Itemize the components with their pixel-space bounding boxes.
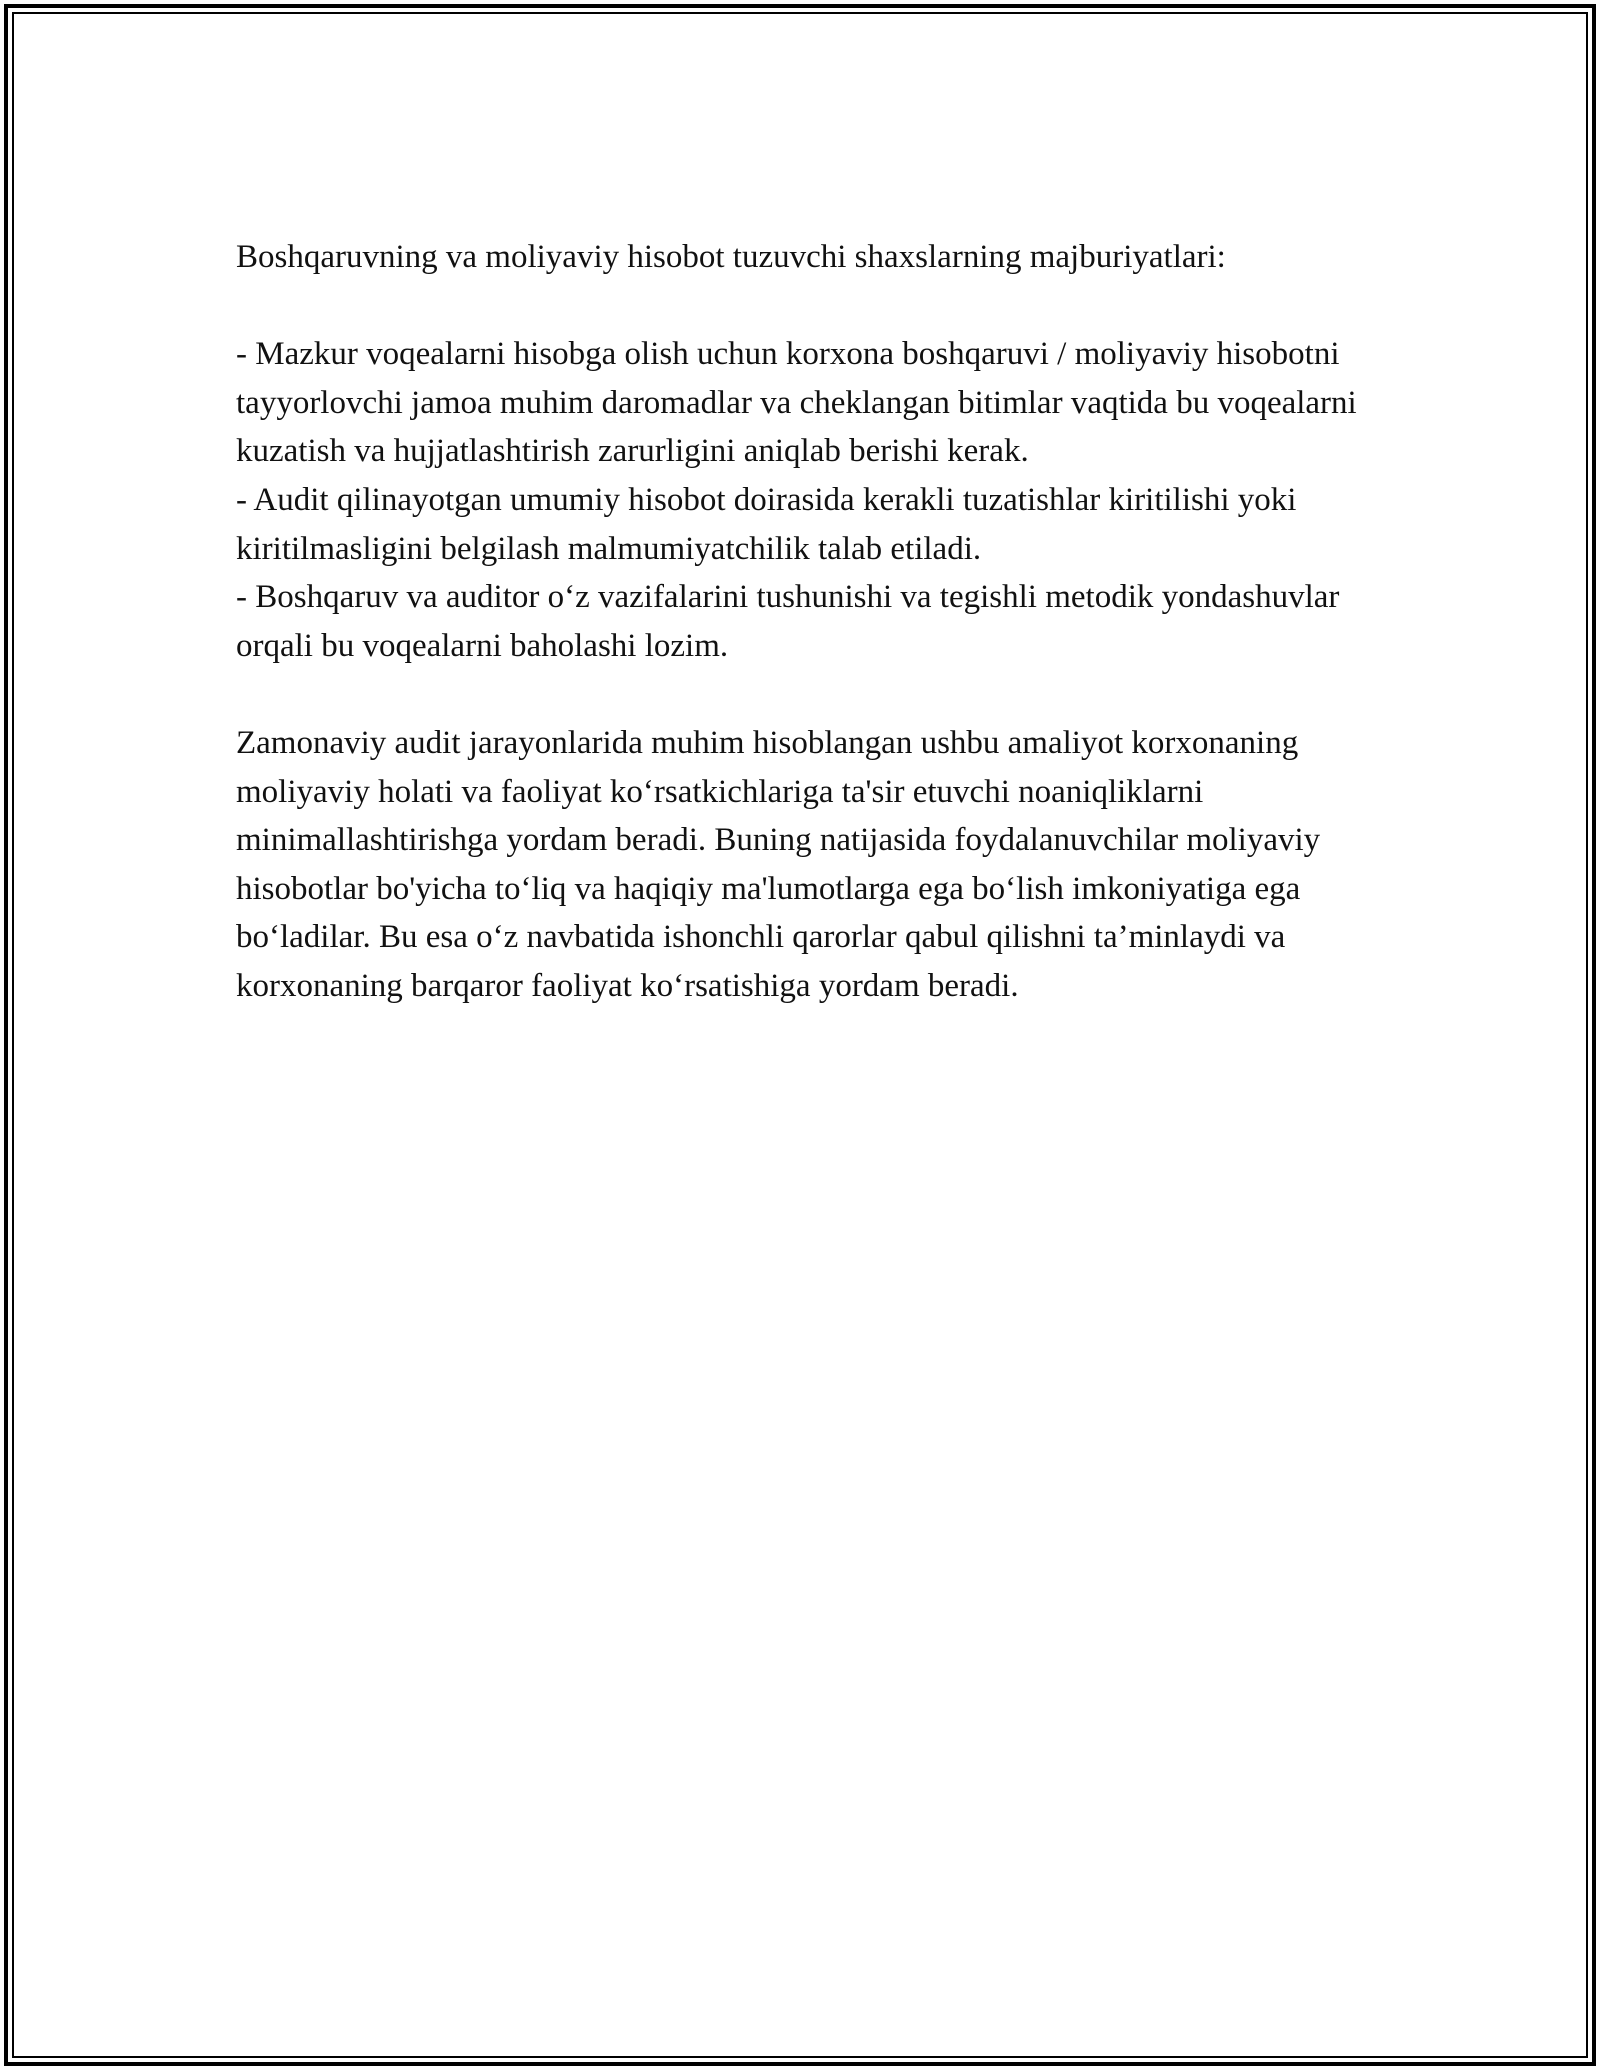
document-body — [236, 233, 1366, 1011]
conclusion-paragraph: Zamonaviy audit jarayonlarida muhim hisoblangan ushbu amaliyot korxonaning moliyaviy holati va faoliyat ko‘rsatkichlariga ta'sir etuvchi noaniqliklarni minimallashtirishga yordam beradi. Buning natijasida foydalanuvchilar moliyaviy hisobotlar bo'yicha to‘liq va haqiqiy ma'lumotlarga ega bo‘lish imkoniyatiga ega bo‘ladilar. Bu esa o‘z navbatida ishonchli qarorlar qabul qilishni ta’minlaydi va korxonaning barqaror faoliyat ko‘rsatishiga yordam beradi. — [236, 724, 1321, 1004]
bullet-item: - Boshqaruv va auditor o‘z vazifalarini tushunishi va tegishli metodik yondashuvlar orqali bu voqealarni baholashi lozim. — [236, 579, 1340, 664]
document-heading: Boshqaruvning va moliyaviy hisobot tuzuvchi shaxslarning majburiyatlari: — [236, 239, 1226, 275]
bullet-item: - Audit qilinayotgan umumiy hisobot doirasida kerakli tuzatishlar kiritilishi yoki kiritilmasligini belgilash malmumiyatchilik talab etiladi. — [236, 481, 1297, 567]
bullet-item: - Mazkur voqealarni hisobga olish uchun korxona boshqaruvi / moliyaviy hisobotni tayyorlovchi jamoa muhim daromadlar va cheklangan bitimlar vaqtida bu voqealarni kuzatish va hujjatlashtirish zarurligini aniqlab berishi kerak. — [236, 336, 1357, 470]
